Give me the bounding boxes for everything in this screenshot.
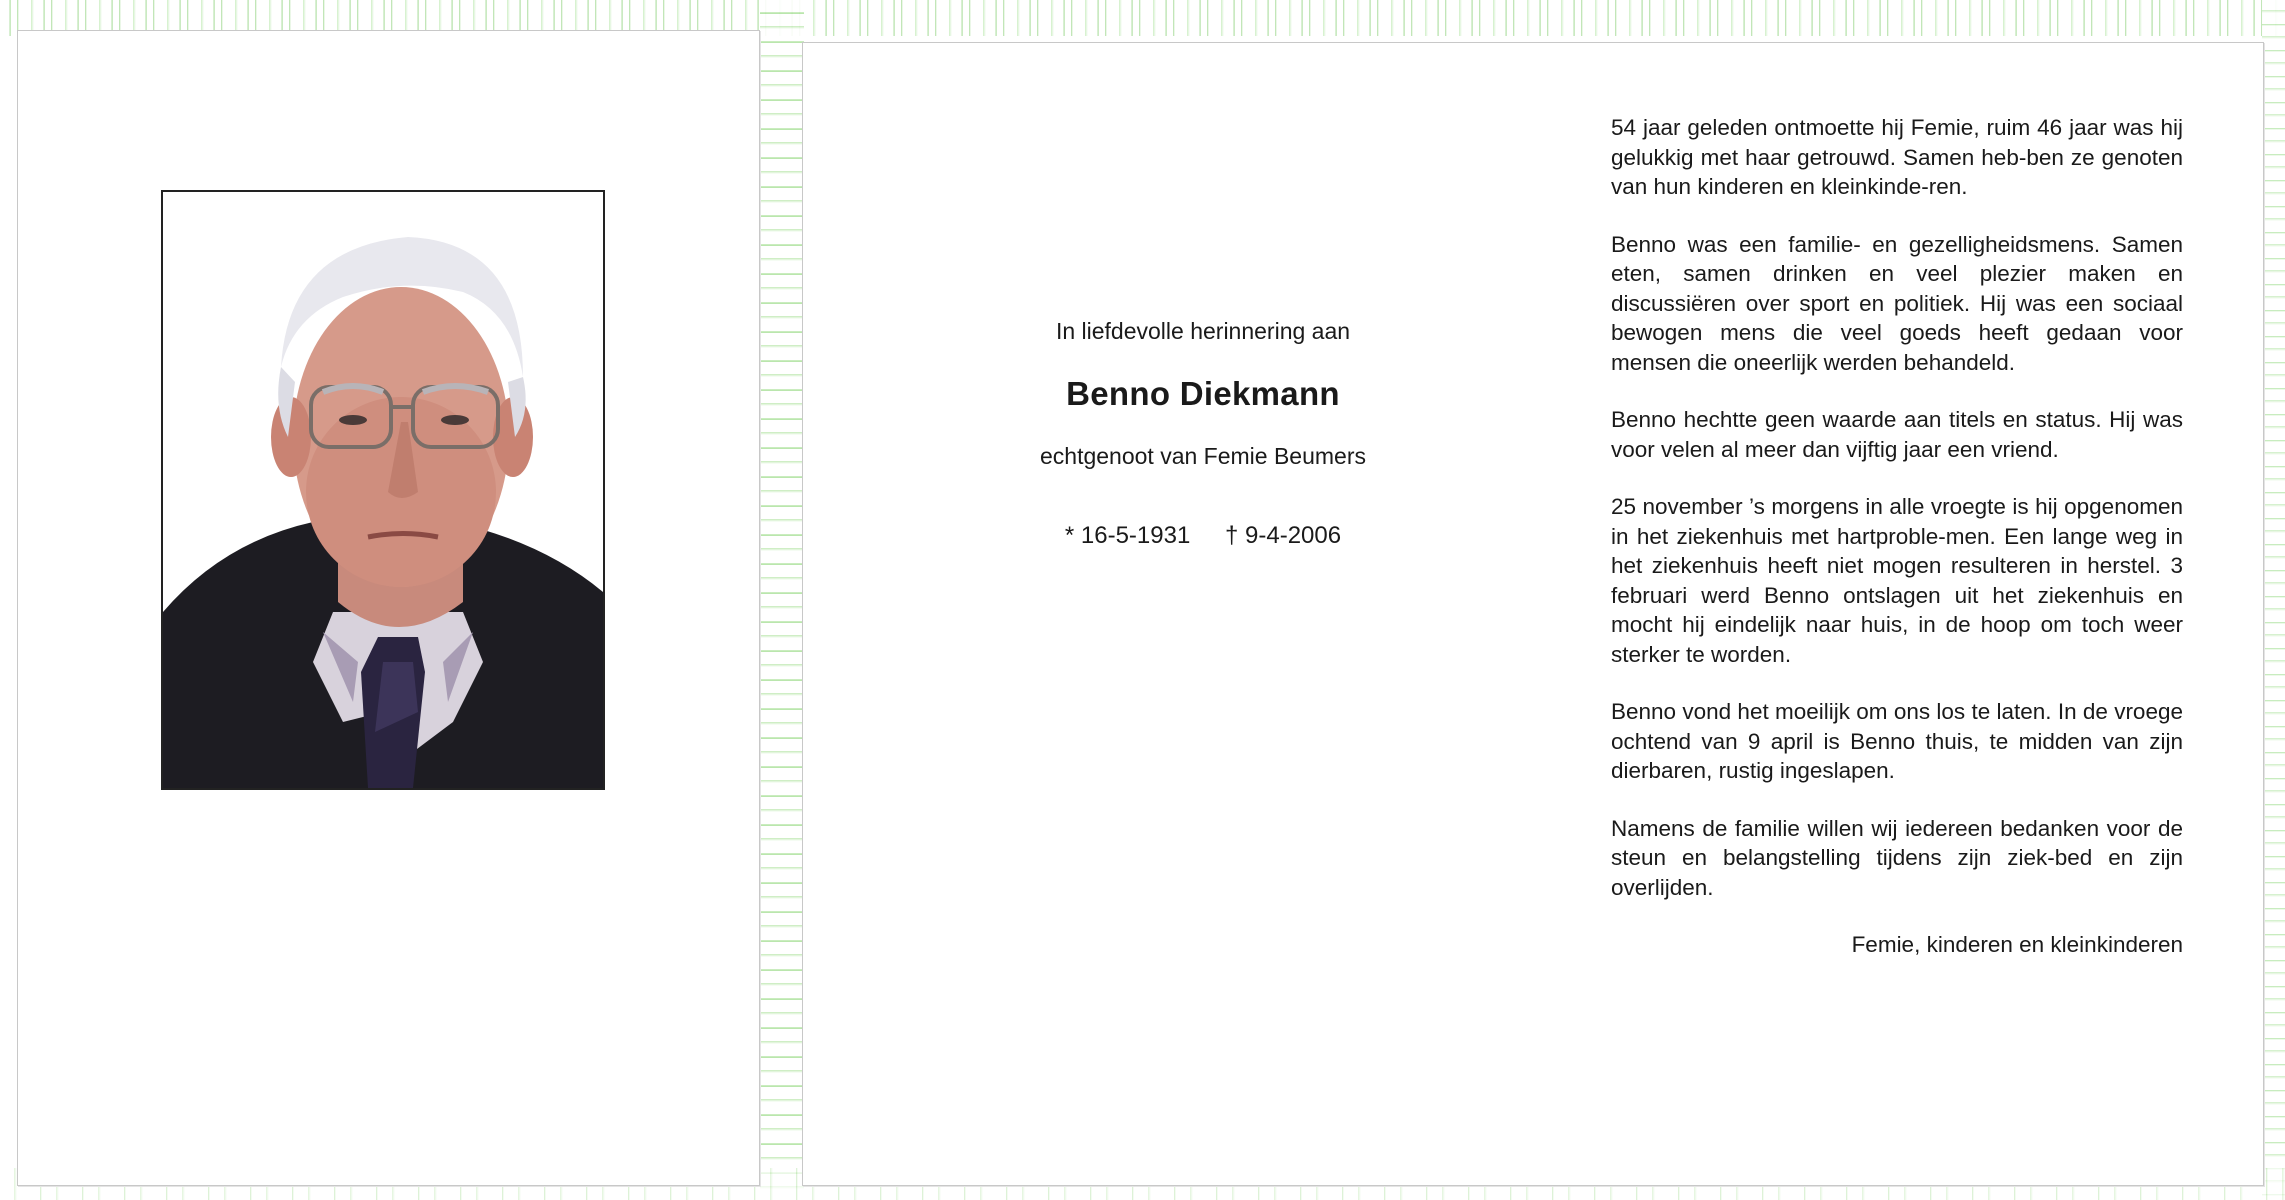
memorial-card-right	[802, 42, 2264, 1186]
paragraph: Benno hechtte geen waarde aan titels en status. Hij was voor velen al meer dan vijftig jaar een vriend.	[1611, 407, 2183, 462]
paragraph: Benno vond het moeilijk om ons los te laten. In de vroege ochtend van 9 april is Benno thuis, te midden van zijn dierbaren, rustig ingeslapen.	[1611, 699, 2183, 783]
birth-date: * 16-5-1931	[1064, 522, 1191, 549]
intro-text: In liefdevolle herinnering aan	[1055, 318, 1351, 344]
memorial-header	[983, 273, 1423, 550]
life-dates	[983, 522, 1423, 550]
scan-background-gap	[760, 0, 804, 1200]
scan-background-right	[2262, 0, 2285, 1200]
deceased-name: Benno Diekmann	[1066, 375, 1340, 412]
memorial-text	[1611, 113, 2183, 960]
portrait-photo	[161, 190, 605, 790]
paragraph: 25 november ’s morgens in alle vroegte is hij opgenomen in het ziekenhuis met hartproble-men. Een lange weg in het ziekenhuis heeft niet mogen resulteren in herstel. 3 februari werd Benno ontslagen uit het ziekenhuis en mocht hij eindelijk naar huis, in de hoop om toch weer sterker te worden.	[1611, 494, 2183, 667]
portrait-photo-image	[163, 192, 603, 788]
paragraph: Benno was een familie- en gezelligheidsmens. Samen eten, samen drinken en veel plezier maken en discussiëren over sport en politiek. Hij was een sociaal bewogen mens die veel goeds heeft gedaan voor mensen die oneerlijk werden behandeld.	[1611, 231, 2183, 375]
signature: Femie, kinderen en kleinkinderen	[1851, 932, 2183, 957]
paragraph: 54 jaar geleden ontmoette hij Femie, ruim 46 jaar was hij gelukkig met haar getrouwd. Samen heb-ben ze genoten van hun kinderen en kleinkinde-ren.	[1611, 115, 2183, 199]
spouse-line: echtgenoot van Femie Beumers	[1039, 443, 1366, 469]
paragraph: Namens de familie willen wij iedereen bedanken voor de steun en belangstelling tijdens zijn ziek-bed en zijn overlijden.	[1611, 815, 2183, 900]
death-date: † 9-4-2006	[1225, 522, 1342, 549]
memorial-card-left	[17, 30, 760, 1186]
